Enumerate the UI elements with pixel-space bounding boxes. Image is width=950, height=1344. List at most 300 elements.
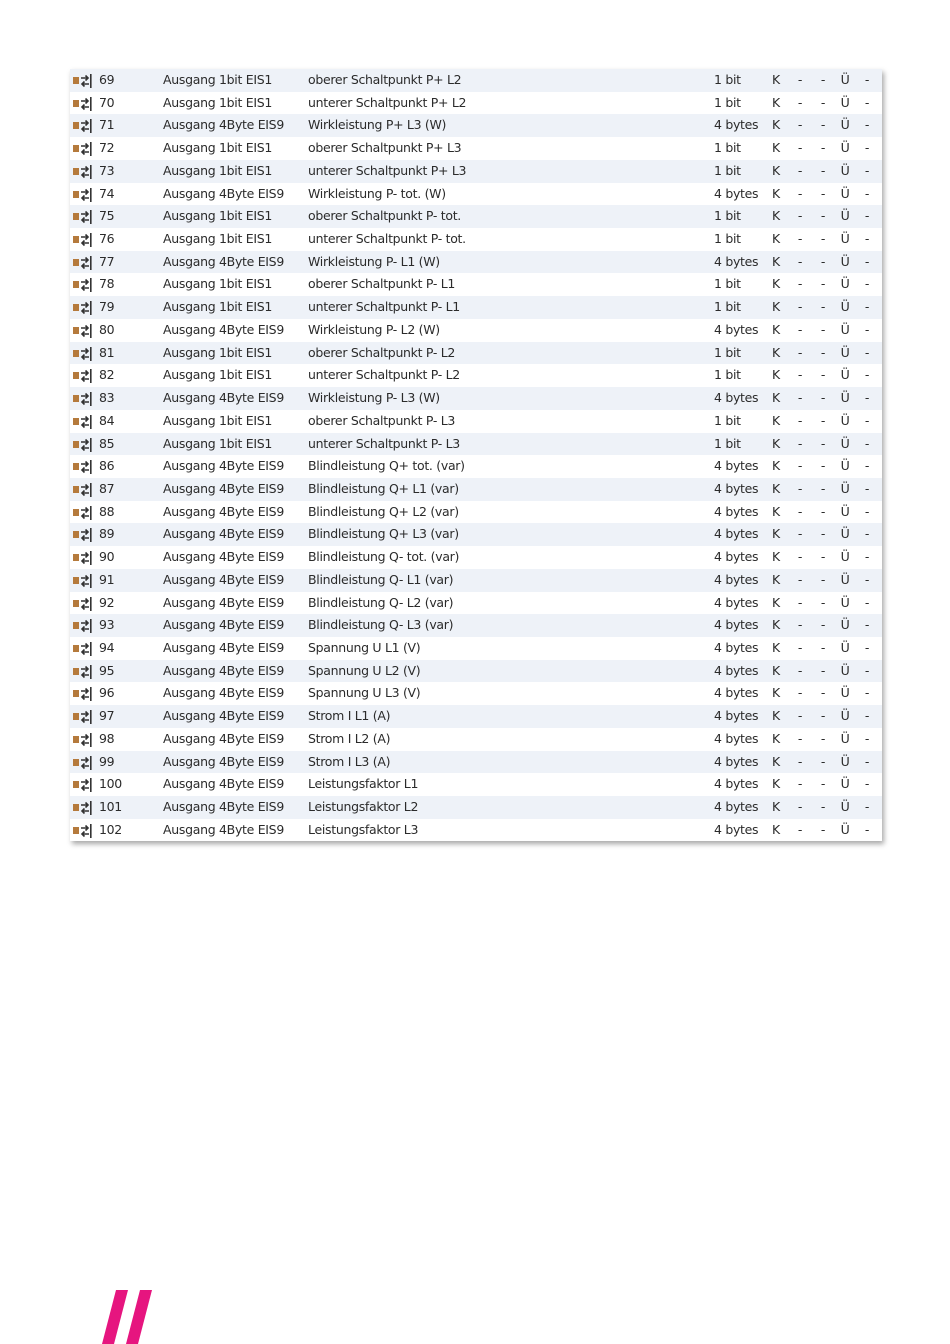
object-function: Ausgang 1bit EIS1 (163, 367, 273, 383)
group-object-icon (72, 732, 92, 746)
flag-write: - (820, 526, 826, 542)
flag-update: - (864, 526, 870, 542)
object-size: 1 bit (714, 72, 741, 87)
table-row[interactable] (70, 773, 882, 796)
object-name: unterer Schaltpunkt P+ L2 (308, 94, 467, 110)
flag-read: - (797, 458, 803, 474)
object-size: 1 bit (714, 367, 741, 383)
table-row[interactable] (70, 342, 882, 365)
flag-read: - (797, 821, 803, 837)
object-number: 72 (99, 140, 115, 156)
flag-read: - (797, 276, 803, 292)
flag-communication: K (772, 276, 780, 292)
table-row[interactable] (70, 319, 882, 342)
flag-write: - (820, 458, 826, 474)
flag-read: - (797, 685, 803, 701)
object-size: 4 bytes (714, 390, 759, 406)
flag-read: - (797, 208, 803, 224)
object-size: 1 bit (714, 208, 741, 224)
group-object-icon (72, 459, 92, 473)
flag-update: - (864, 503, 870, 519)
flag-write: - (820, 617, 826, 633)
object-number: 89 (99, 526, 115, 542)
object-number: 71 (99, 117, 115, 133)
group-object-icon (72, 209, 92, 223)
flag-communication: K (772, 208, 780, 224)
flag-write: - (820, 571, 826, 587)
table-row[interactable] (70, 455, 882, 478)
object-number: 87 (99, 480, 115, 496)
object-number: 92 (99, 594, 115, 610)
object-function: Ausgang 1bit EIS1 (163, 94, 273, 110)
object-size: 1 bit (714, 140, 741, 156)
object-size: 4 bytes (714, 662, 759, 678)
object-function: Ausgang 4Byte EIS9 (163, 799, 284, 814)
object-size: 4 bytes (714, 549, 759, 565)
group-object-icon (72, 596, 92, 610)
flag-write: - (820, 117, 826, 133)
group-object-icon (72, 414, 92, 428)
flag-transmit: Ü (840, 685, 850, 701)
object-function: Ausgang 4Byte EIS9 (163, 685, 284, 701)
flag-write: - (820, 367, 826, 383)
object-size: 4 bytes (714, 708, 759, 724)
object-name: Strom I L1 (A) (308, 708, 391, 724)
flag-transmit: Ü (840, 208, 850, 224)
flag-read: - (797, 140, 803, 156)
flag-communication: K (772, 94, 780, 110)
flag-update: - (864, 185, 870, 201)
flag-communication: K (772, 480, 780, 496)
flag-transmit: Ü (840, 435, 850, 451)
flag-transmit: Ü (840, 253, 850, 269)
group-object-icon (72, 527, 92, 541)
object-name: unterer Schaltpunkt P+ L3 (308, 162, 467, 178)
table-row[interactable] (70, 592, 882, 615)
object-function: Ausgang 1bit EIS1 (163, 276, 273, 292)
object-name: Wirkleistung P+ L3 (W) (308, 117, 447, 133)
flag-write: - (820, 549, 826, 565)
flag-write: - (820, 72, 826, 87)
flag-write: - (820, 94, 826, 110)
flag-read: - (797, 526, 803, 542)
object-name: Blindleistung Q- tot. (var) (308, 549, 460, 565)
flag-write: - (820, 685, 826, 701)
flag-write: - (820, 753, 826, 769)
group-object-icon (72, 141, 92, 155)
flag-write: - (820, 708, 826, 724)
flag-read: - (797, 94, 803, 110)
flag-communication: K (772, 526, 780, 542)
flag-read: - (797, 730, 803, 746)
table-row[interactable] (70, 569, 882, 592)
flag-communication: K (772, 117, 780, 133)
object-size: 4 bytes (714, 185, 759, 201)
object-function: Ausgang 4Byte EIS9 (163, 526, 284, 542)
object-function: Ausgang 4Byte EIS9 (163, 549, 284, 565)
object-size: 1 bit (714, 94, 741, 110)
flag-transmit: Ü (840, 458, 850, 474)
flag-update: - (864, 435, 870, 451)
flag-transmit: Ü (840, 503, 850, 519)
table-row[interactable] (70, 433, 882, 456)
flag-read: - (797, 503, 803, 519)
object-function: Ausgang 4Byte EIS9 (163, 753, 284, 769)
object-name: Blindleistung Q- L2 (var) (308, 594, 454, 610)
object-function: Ausgang 4Byte EIS9 (163, 458, 284, 474)
flag-communication: K (772, 321, 780, 337)
flag-update: - (864, 299, 870, 315)
flag-transmit: Ü (840, 821, 850, 837)
flag-read: - (797, 321, 803, 337)
flag-communication: K (772, 162, 780, 178)
flag-update: - (864, 412, 870, 428)
flag-transmit: Ü (840, 480, 850, 496)
flag-update: - (864, 367, 870, 383)
object-size: 1 bit (714, 412, 741, 428)
flag-communication: K (772, 435, 780, 451)
group-object-icon (72, 709, 92, 723)
object-number: 78 (99, 276, 115, 292)
object-number: 74 (99, 185, 115, 201)
flag-read: - (797, 162, 803, 178)
object-size: 4 bytes (714, 639, 759, 655)
object-size: 4 bytes (714, 617, 759, 633)
object-size: 4 bytes (714, 799, 759, 814)
group-object-icon (72, 391, 92, 405)
object-number: 90 (99, 549, 115, 565)
flag-read: - (797, 639, 803, 655)
flag-communication: K (772, 617, 780, 633)
flag-read: - (797, 549, 803, 565)
object-number: 86 (99, 458, 115, 474)
flag-update: - (864, 571, 870, 587)
flag-write: - (820, 185, 826, 201)
object-size: 1 bit (714, 344, 741, 360)
flag-read: - (797, 753, 803, 769)
flag-transmit: Ü (840, 639, 850, 655)
object-function: Ausgang 4Byte EIS9 (163, 503, 284, 519)
flag-write: - (820, 639, 826, 655)
flag-update: - (864, 662, 870, 678)
group-object-icon (72, 800, 92, 814)
group-object-icon (72, 437, 92, 451)
object-function: Ausgang 4Byte EIS9 (163, 321, 284, 337)
object-size: 1 bit (714, 435, 741, 451)
object-size: 1 bit (714, 162, 741, 178)
flag-update: - (864, 208, 870, 224)
object-size: 1 bit (714, 299, 741, 315)
flag-read: - (797, 344, 803, 360)
table-row[interactable] (70, 728, 882, 751)
object-name: Blindleistung Q+ tot. (var) (308, 458, 465, 474)
group-object-icon (72, 686, 92, 700)
object-number: 95 (99, 662, 115, 678)
flag-update: - (864, 639, 870, 655)
group-object-icon (72, 777, 92, 791)
object-size: 1 bit (714, 231, 741, 247)
flag-transmit: Ü (840, 708, 850, 724)
flag-read: - (797, 299, 803, 315)
object-name: Strom I L2 (A) (308, 730, 391, 746)
table-row[interactable] (70, 637, 882, 660)
object-size: 4 bytes (714, 776, 759, 792)
flag-write: - (820, 208, 826, 224)
table-row[interactable] (70, 92, 882, 115)
object-size: 4 bytes (714, 458, 759, 474)
object-name: unterer Schaltpunkt P- L3 (308, 435, 460, 451)
object-number: 98 (99, 730, 115, 746)
object-name: Wirkleistung P- L1 (W) (308, 253, 440, 269)
flag-read: - (797, 412, 803, 428)
flag-update: - (864, 685, 870, 701)
flag-write: - (820, 480, 826, 496)
table-row[interactable] (70, 751, 882, 774)
table-row[interactable] (70, 228, 882, 251)
group-object-icon (72, 368, 92, 382)
flag-transmit: Ü (840, 594, 850, 610)
flag-communication: K (772, 685, 780, 701)
flag-communication: K (772, 185, 780, 201)
flag-update: - (864, 480, 870, 496)
flag-transmit: Ü (840, 367, 850, 383)
flag-read: - (797, 435, 803, 451)
table-row[interactable] (70, 796, 882, 819)
object-name: Blindleistung Q- L1 (var) (308, 571, 454, 587)
group-object-icon (72, 164, 92, 178)
flag-communication: K (772, 594, 780, 610)
object-name: Wirkleistung P- tot. (W) (308, 185, 446, 201)
flag-write: - (820, 594, 826, 610)
object-name: Blindleistung Q+ L3 (var) (308, 526, 459, 542)
object-size: 4 bytes (714, 821, 759, 837)
flag-update: - (864, 231, 870, 247)
object-number: 100 (99, 776, 122, 792)
flag-read: - (797, 480, 803, 496)
flag-write: - (820, 730, 826, 746)
table-row[interactable] (70, 273, 882, 296)
flag-communication: K (772, 344, 780, 360)
flag-transmit: Ü (840, 753, 850, 769)
object-size: 4 bytes (714, 503, 759, 519)
table-row[interactable] (70, 296, 882, 319)
flag-read: - (797, 776, 803, 792)
flag-read: - (797, 72, 803, 87)
object-function: Ausgang 4Byte EIS9 (163, 117, 284, 133)
object-name: Leistungsfaktor L1 (308, 776, 419, 792)
flag-write: - (820, 435, 826, 451)
flag-communication: K (772, 662, 780, 678)
flag-write: - (820, 321, 826, 337)
flag-communication: K (772, 821, 780, 837)
table-row[interactable] (70, 682, 882, 705)
object-size: 4 bytes (714, 685, 759, 701)
object-number: 88 (99, 503, 115, 519)
object-function: Ausgang 4Byte EIS9 (163, 390, 284, 406)
object-function: Ausgang 1bit EIS1 (163, 162, 273, 178)
object-number: 83 (99, 390, 115, 406)
table-row[interactable] (70, 819, 882, 842)
object-number: 76 (99, 231, 115, 247)
flag-read: - (797, 594, 803, 610)
flag-communication: K (772, 253, 780, 269)
object-number: 82 (99, 367, 115, 383)
flag-transmit: Ü (840, 185, 850, 201)
group-object-icon (72, 232, 92, 246)
flag-transmit: Ü (840, 617, 850, 633)
flag-update: - (864, 162, 870, 178)
object-number: 70 (99, 94, 115, 110)
object-size: 4 bytes (714, 526, 759, 542)
table-row[interactable] (70, 205, 882, 228)
flag-communication: K (772, 753, 780, 769)
flag-update: - (864, 821, 870, 837)
flag-communication: K (772, 390, 780, 406)
object-number: 101 (99, 799, 122, 814)
flag-transmit: Ü (840, 412, 850, 428)
flag-transmit: Ü (840, 117, 850, 133)
object-name: Blindleistung Q- L3 (var) (308, 617, 454, 633)
object-function: Ausgang 1bit EIS1 (163, 412, 273, 428)
table-row[interactable] (70, 160, 882, 183)
flag-transmit: Ü (840, 799, 850, 814)
table-row[interactable] (70, 137, 882, 160)
object-function: Ausgang 4Byte EIS9 (163, 821, 284, 837)
object-name: oberer Schaltpunkt P- L3 (308, 412, 456, 428)
object-name: oberer Schaltpunkt P- L2 (308, 344, 456, 360)
flag-write: - (820, 162, 826, 178)
table-row[interactable] (70, 364, 882, 387)
flag-update: - (864, 140, 870, 156)
flag-read: - (797, 253, 803, 269)
object-number: 99 (99, 753, 115, 769)
object-name: Wirkleistung P- L3 (W) (308, 390, 440, 406)
group-object-icon (72, 618, 92, 632)
flag-update: - (864, 730, 870, 746)
flag-communication: K (772, 776, 780, 792)
object-number: 97 (99, 708, 115, 724)
flag-transmit: Ü (840, 299, 850, 315)
object-number: 96 (99, 685, 115, 701)
flag-transmit: Ü (840, 662, 850, 678)
table-row[interactable] (70, 614, 882, 637)
table-row[interactable] (70, 69, 882, 92)
group-object-icon (72, 505, 92, 519)
object-function: Ausgang 1bit EIS1 (163, 231, 273, 247)
flag-update: - (864, 321, 870, 337)
object-function: Ausgang 4Byte EIS9 (163, 776, 284, 792)
table-row[interactable] (70, 387, 882, 410)
table-row[interactable] (70, 114, 882, 137)
object-name: unterer Schaltpunkt P- tot. (308, 231, 466, 247)
group-object-icon (72, 73, 92, 87)
object-function: Ausgang 4Byte EIS9 (163, 708, 284, 724)
flag-update: - (864, 344, 870, 360)
flag-communication: K (772, 730, 780, 746)
object-size: 4 bytes (714, 571, 759, 587)
flag-communication: K (772, 299, 780, 315)
object-number: 80 (99, 321, 115, 337)
flag-transmit: Ü (840, 94, 850, 110)
table-row[interactable] (70, 523, 882, 546)
table-row[interactable] (70, 660, 882, 683)
object-number: 75 (99, 208, 115, 224)
object-name: Blindleistung Q+ L1 (var) (308, 480, 459, 496)
object-name: oberer Schaltpunkt P- L1 (308, 276, 456, 292)
object-function: Ausgang 4Byte EIS9 (163, 253, 284, 269)
group-object-icon (72, 255, 92, 269)
group-object-icon (72, 300, 92, 314)
table-row[interactable] (70, 478, 882, 501)
object-number: 84 (99, 412, 115, 428)
object-function: Ausgang 4Byte EIS9 (163, 662, 284, 678)
flag-communication: K (772, 708, 780, 724)
flag-communication: K (772, 367, 780, 383)
flag-update: - (864, 72, 870, 87)
table-row[interactable] (70, 705, 882, 728)
object-function: Ausgang 4Byte EIS9 (163, 730, 284, 746)
table-row[interactable] (70, 410, 882, 433)
object-function: Ausgang 4Byte EIS9 (163, 571, 284, 587)
object-function: Ausgang 1bit EIS1 (163, 208, 273, 224)
flag-transmit: Ü (840, 276, 850, 292)
flag-transmit: Ü (840, 549, 850, 565)
object-name: Spannung U L2 (V) (308, 662, 421, 678)
flag-write: - (820, 821, 826, 837)
group-object-icon (72, 323, 92, 337)
object-number: 85 (99, 435, 115, 451)
flag-update: - (864, 117, 870, 133)
flag-communication: K (772, 412, 780, 428)
group-object-icon (72, 482, 92, 496)
table-row[interactable] (70, 183, 882, 206)
flag-transmit: Ü (840, 390, 850, 406)
table-row[interactable] (70, 546, 882, 569)
table-row[interactable] (70, 501, 882, 524)
flag-transmit: Ü (840, 162, 850, 178)
flag-read: - (797, 185, 803, 201)
flag-transmit: Ü (840, 231, 850, 247)
flag-write: - (820, 231, 826, 247)
object-function: Ausgang 4Byte EIS9 (163, 480, 284, 496)
flag-read: - (797, 571, 803, 587)
flag-transmit: Ü (840, 730, 850, 746)
flag-transmit: Ü (840, 72, 850, 87)
flag-write: - (820, 276, 826, 292)
flag-update: - (864, 253, 870, 269)
object-name: Spannung U L1 (V) (308, 639, 421, 655)
table-row[interactable] (70, 251, 882, 274)
object-function: Ausgang 4Byte EIS9 (163, 617, 284, 633)
flag-update: - (864, 776, 870, 792)
flag-transmit: Ü (840, 140, 850, 156)
flag-write: - (820, 662, 826, 678)
flag-communication: K (772, 639, 780, 655)
object-number: 73 (99, 162, 115, 178)
group-object-icon (72, 118, 92, 132)
flag-communication: K (772, 503, 780, 519)
flag-write: - (820, 344, 826, 360)
group-object-icon (72, 346, 92, 360)
brand-logo-mark (100, 1290, 160, 1344)
flag-update: - (864, 458, 870, 474)
flag-update: - (864, 753, 870, 769)
flag-transmit: Ü (840, 571, 850, 587)
flag-communication: K (772, 571, 780, 587)
object-size: 4 bytes (714, 117, 759, 133)
object-function: Ausgang 1bit EIS1 (163, 72, 273, 87)
object-name: oberer Schaltpunkt P+ L2 (308, 72, 462, 87)
